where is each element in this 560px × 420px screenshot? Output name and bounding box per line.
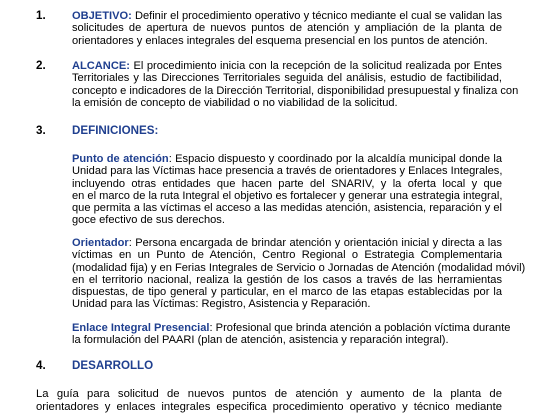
text-line: Unidad para las Víctimas hace presencia a través de orientadores y Enlaces Integrales,	[72, 165, 503, 178]
text-line: solicitudes de apertura de nuevos puntos de atención y ampliación de la planta de	[72, 22, 502, 35]
objetivo-text	[72, 10, 502, 47]
text-line: la formulación del PAARI (plan de atención, asistencia y reparación integral).	[72, 334, 449, 347]
text-line: La guía para solicitud de nuevos puntos de atención y aumento de la planta de	[36, 388, 502, 400]
text-line: goce efectivo de sus derechos.	[72, 214, 225, 227]
definition-term: Enlace Integral Presencial	[72, 322, 210, 334]
text-line: Unidad para las Víctimas: Registro, Asistencia y Reparación.	[72, 298, 371, 311]
definition-enlace-integral	[72, 322, 511, 347]
section-title: DEFINICIONES:	[72, 124, 159, 137]
text-line: (modalidad fija) y en Ferias Integrales de Servicio o Jornadas de Atención (modalidad móvil)	[72, 261, 526, 274]
section-number: 3.	[36, 124, 46, 137]
text-line: Punto de atención: Espacio dispuesto y coordinado por la alcaldía municipal donde la	[72, 153, 502, 165]
text-line: la emisión de concepto de viabilidad o no viabilidad de la solicitud.	[72, 96, 398, 109]
text-line: orientadores y enlaces integrales especifica procedimiento operativo y técnico mediante	[36, 401, 502, 413]
text-line: ALCANCE: El procedimiento inicia con la recepción de la solicitud realizada por Entes	[72, 60, 502, 72]
text-line: en el territorio nacional, realiza la gestión de los casos a través de las herramientas	[72, 273, 502, 286]
text-line: incluyendo otras entidades que hacen parte del SNARIV, y la oferta local y que	[72, 177, 502, 190]
definition-term: Punto de atención	[72, 153, 169, 165]
text-line: Territoriales y las Direcciones Territoriales seguida del análisis, estudio de factibilidad,	[72, 72, 502, 85]
text-line: OBJETIVO: Definir el procedimiento operativo y técnico mediante el cual se validan las	[72, 10, 502, 22]
section-number: 1.	[36, 9, 46, 22]
alcance-text	[72, 60, 519, 109]
section-title: ALCANCE:	[72, 60, 130, 72]
text-line: Orientador: Persona encargada de brindar atención y orientación inicial y directa a las	[72, 237, 502, 249]
definition-punto-de-atencion	[72, 153, 502, 227]
desarrollo-text	[36, 388, 502, 414]
section-title: OBJETIVO:	[72, 10, 132, 22]
definition-term: Orientador	[72, 237, 129, 249]
text-line: Enlace Integral Presencial: Profesional que brinda atención a población víctima durante	[72, 322, 511, 334]
text-line: dispuestas, de tipo general y particular, en el marco de las etapas establecidas por la	[72, 286, 502, 299]
section-title: DESARROLLO	[72, 359, 154, 372]
definition-orientador	[72, 237, 526, 311]
text-line: que permita a las víctimas el acceso a las medidas atención, asistencia, reparación y el	[72, 202, 502, 215]
section-number: 4.	[36, 359, 46, 372]
text-line: concepto e indicadores de la Dirección Territorial, disponibilidad presupuestal y finaliza con	[72, 84, 519, 97]
section-number: 2.	[36, 59, 46, 72]
text-line: orientadores y enlaces integrales del esquema presencial en los puntos de atención.	[72, 34, 488, 47]
text-line: víctimas en un Punto de Atención, Centro Regional o Estrategia Complementaria	[72, 249, 502, 262]
text-line: en el marco de la ruta Integral el objetivo es fortalecer y generar una estrategia integral,	[72, 189, 503, 202]
